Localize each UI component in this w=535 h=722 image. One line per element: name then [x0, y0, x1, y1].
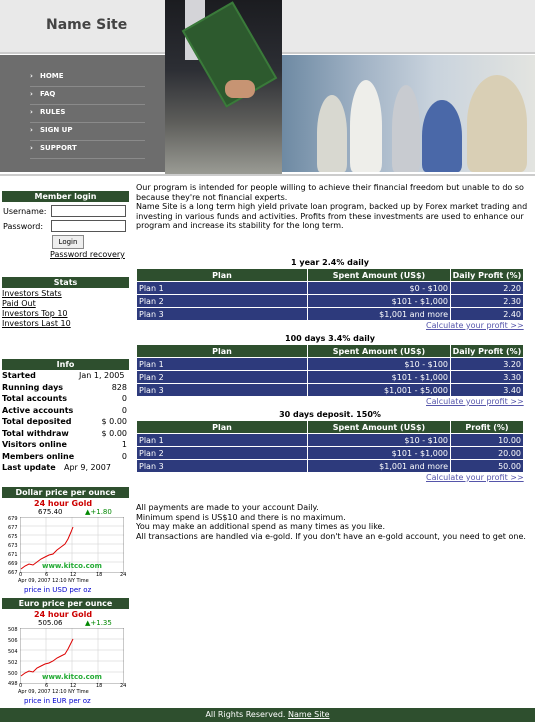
chevron-right-icon: › — [30, 108, 33, 116]
info-label: Visitors online — [2, 440, 67, 449]
nav-label: FAQ — [40, 90, 56, 98]
member-login-box — [2, 191, 129, 259]
divider — [0, 174, 535, 176]
amount-cell: $10 - $100 — [308, 358, 451, 371]
y-tick: 506 — [8, 638, 18, 644]
header-strip — [282, 0, 535, 54]
plan-cell: Plan 1 — [137, 434, 308, 447]
investors-stats-link[interactable]: Investors Stats — [2, 289, 62, 298]
y-tick: 667 — [8, 570, 18, 576]
investors-top10-link[interactable]: Investors Top 10 — [2, 309, 68, 318]
plan-cell: Plan 2 — [137, 295, 308, 308]
x-tick: 0 — [19, 683, 23, 689]
plan-title: 100 days 3.4% daily — [285, 334, 375, 343]
column-header: Spent Amount (US$) — [308, 269, 451, 282]
profit-cell: 20.00 — [451, 447, 524, 460]
chart-caption: price in USD per oz — [24, 586, 92, 594]
box-title: Member login — [2, 191, 129, 202]
password-row — [2, 219, 129, 234]
dollar-price-box — [2, 487, 129, 596]
box-title: Info — [2, 359, 129, 370]
username-row — [2, 204, 129, 219]
info-row — [2, 394, 129, 406]
info-label: Total withdraw — [2, 428, 69, 438]
y-tick: 504 — [8, 649, 18, 655]
x-tick: 18 — [96, 683, 103, 689]
plan-cell: Plan 2 — [137, 447, 308, 460]
amount-cell: $101 - $1,000 — [308, 295, 451, 308]
kitco-logo: www.kitco.com — [42, 562, 102, 570]
photo-person — [392, 85, 420, 172]
plan-table — [136, 420, 524, 473]
x-tick: 6 — [45, 683, 49, 689]
profit-cell: 2.40 — [451, 308, 524, 321]
amount-cell: $1,001 and more — [308, 308, 451, 321]
up-arrow-icon: ▲ — [85, 619, 91, 627]
box-title: Euro price per ounce — [2, 598, 129, 609]
chart-price: 505.06 — [38, 619, 63, 627]
nav-support[interactable] — [30, 144, 145, 159]
chart-change-value: +1.80 — [90, 508, 112, 516]
note-line: You may make an additional spend as many times as you like. — [136, 522, 386, 531]
password-label: Password: — [3, 222, 44, 231]
column-header: Profit (%) — [451, 421, 524, 434]
businessman-photo — [165, 0, 282, 174]
paid-out-link[interactable]: Paid Out — [2, 299, 36, 308]
chevron-right-icon: › — [30, 90, 33, 98]
table-row — [137, 295, 524, 308]
info-label: Last update — [2, 463, 56, 472]
profit-cell: 3.40 — [451, 384, 524, 397]
chart-price: 675.40 — [38, 508, 63, 516]
calculate-profit-link[interactable]: Calculate your profit >> — [426, 397, 524, 406]
plan-table — [136, 344, 524, 397]
info-label: Members online — [2, 451, 75, 461]
nav-faq[interactable] — [30, 90, 145, 105]
profit-cell: 2.20 — [451, 282, 524, 295]
x-tick: 12 — [70, 572, 77, 578]
profit-cell: 3.30 — [451, 371, 524, 384]
info-row — [2, 463, 129, 475]
chevron-right-icon: › — [30, 144, 33, 152]
chart-change — [85, 508, 112, 516]
column-header: Spent Amount (US$) — [308, 421, 451, 434]
info-row — [2, 383, 129, 395]
login-button-row — [2, 234, 129, 249]
y-tick: 675 — [8, 534, 18, 540]
plan-cell: Plan 3 — [137, 384, 308, 397]
info-value: 0 — [121, 394, 127, 403]
amount-cell: $0 - $100 — [308, 282, 451, 295]
profit-cell: 3.20 — [451, 358, 524, 371]
note-line: All payments are made to your account Daily. — [136, 503, 319, 512]
intro-text — [136, 183, 528, 231]
nav-rules[interactable] — [30, 108, 145, 123]
info-box — [2, 359, 129, 475]
plan-title: 30 days deposit. 150% — [279, 410, 381, 419]
username-label: Username: — [3, 207, 47, 216]
profit-cell: 10.00 — [451, 434, 524, 447]
info-value: Apr 9, 2007 — [64, 463, 111, 472]
chevron-right-icon: › — [30, 72, 33, 80]
up-arrow-icon: ▲ — [85, 508, 91, 516]
column-header: Plan — [137, 345, 308, 358]
plan-cell: Plan 1 — [137, 282, 308, 295]
photo-hand — [225, 80, 255, 98]
y-tick: 679 — [8, 516, 18, 522]
table-header-row — [137, 345, 524, 358]
table-row — [137, 447, 524, 460]
site-logo[interactable]: Name Site — [46, 17, 128, 33]
password-input[interactable] — [51, 220, 126, 232]
footer-text: All Rights Reserved. — [205, 710, 286, 719]
y-tick: 508 — [8, 627, 18, 633]
box-title: Dollar price per ounce — [2, 487, 129, 498]
intro-paragraph: Our program is intended for people willing to achieve their financial freedom but unable to do so because they're not financial experts. — [136, 183, 524, 202]
footer-site-link[interactable]: Name Site — [288, 710, 330, 719]
plan-title: 1 year 2.4% daily — [291, 258, 369, 267]
info-value: 0 — [121, 451, 127, 461]
kitco-logo: www.kitco.com — [42, 673, 102, 681]
info-value: 1 — [121, 440, 127, 449]
calculate-profit-link[interactable]: Calculate your profit >> — [426, 321, 524, 330]
nav-label: SUPPORT — [40, 144, 77, 152]
nav-signup[interactable] — [30, 126, 145, 141]
y-tick: 669 — [8, 561, 18, 567]
info-label: Started — [2, 371, 36, 380]
photo-person — [467, 75, 527, 172]
info-row — [2, 440, 129, 452]
info-row — [2, 417, 129, 429]
stats-box — [2, 277, 129, 328]
info-label: Total accounts — [2, 394, 67, 403]
box-title: Stats — [2, 277, 129, 288]
y-tick: 500 — [8, 671, 18, 677]
y-tick: 673 — [8, 543, 18, 549]
info-value: $ 0.00 — [101, 417, 127, 426]
x-tick: 6 — [45, 572, 49, 578]
x-tick: 24 — [120, 572, 127, 578]
info-value: Jan 1, 2005 — [79, 371, 125, 380]
photo-person — [350, 80, 382, 172]
x-tick: 12 — [70, 683, 77, 689]
logo-area — [0, 0, 165, 54]
footer — [0, 708, 535, 722]
x-tick: 24 — [120, 683, 127, 689]
chevron-right-icon: › — [30, 126, 33, 134]
y-tick: 677 — [8, 525, 18, 531]
amount-cell: $10 - $100 — [308, 434, 451, 447]
euro-price-box — [2, 598, 129, 707]
nav-label: SIGN UP — [40, 126, 73, 134]
info-row — [2, 452, 129, 464]
table-row — [137, 384, 524, 397]
payment-notes — [136, 503, 528, 541]
main-nav — [0, 55, 165, 172]
column-header: Spent Amount (US$) — [308, 345, 451, 358]
euro-gold-chart — [2, 609, 129, 707]
nav-home[interactable] — [30, 72, 145, 87]
y-tick: 498 — [8, 681, 18, 687]
info-value: $ 0.00 — [101, 428, 127, 438]
info-value: 828 — [111, 382, 127, 392]
chart-date: Apr 09, 2007 12:10 NY Time — [18, 578, 89, 584]
info-label: Running days — [2, 382, 64, 392]
chart-heading: 24 hour Gold — [34, 499, 93, 508]
plan-cell: Plan 3 — [137, 308, 308, 321]
column-header: Plan — [137, 269, 308, 282]
calculate-profit-link[interactable]: Calculate your profit >> — [426, 473, 524, 482]
dollar-gold-chart — [2, 498, 129, 596]
chart-heading: 24 hour Gold — [34, 610, 93, 619]
chart-date: Apr 09, 2007 12:10 NY Time — [18, 689, 89, 695]
info-row — [2, 371, 129, 383]
nav-label: RULES — [40, 108, 66, 116]
plan-cell: Plan 3 — [137, 460, 308, 473]
amount-cell: $101 - $1,000 — [308, 447, 451, 460]
y-tick: 502 — [8, 660, 18, 666]
profit-cell: 2.30 — [451, 295, 524, 308]
chart-change — [85, 619, 112, 627]
x-tick: 18 — [96, 572, 103, 578]
photo-person — [422, 100, 462, 172]
info-value: 0 — [121, 405, 127, 415]
team-photo — [282, 55, 535, 172]
info-row — [2, 406, 129, 418]
table-row — [137, 308, 524, 321]
y-tick: 671 — [8, 552, 18, 558]
column-header: Plan — [137, 421, 308, 434]
photo-person — [317, 95, 347, 172]
password-recovery-link[interactable]: Password recovery — [50, 250, 125, 259]
plan-cell: Plan 1 — [137, 358, 308, 371]
x-tick: 0 — [19, 572, 23, 578]
username-input[interactable] — [51, 205, 126, 217]
table-row — [137, 434, 524, 447]
note-line: All transactions are handled via e-gold. If you don't have an e-gold account, you need to get one. — [136, 531, 526, 541]
table-row — [137, 371, 524, 384]
table-header-row — [137, 269, 524, 282]
info-label: Active accounts — [2, 405, 74, 415]
chart-change-value: +1.35 — [90, 619, 112, 627]
login-button[interactable]: Login — [52, 235, 84, 249]
amount-cell: $1,001 - $5,000 — [308, 384, 451, 397]
chart-caption: price in EUR per oz — [24, 697, 91, 705]
table-row — [137, 358, 524, 371]
plan-table — [136, 268, 524, 321]
table-row — [137, 460, 524, 473]
note-line: Minimum spend is US$10 and there is no maximum. — [136, 512, 346, 522]
amount-cell: $101 - $1,000 — [308, 371, 451, 384]
info-label: Total deposited — [2, 417, 72, 426]
column-header: Daily Profit (%) — [451, 345, 524, 358]
amount-cell: $1,001 and more — [308, 460, 451, 473]
column-header: Daily Profit (%) — [451, 269, 524, 282]
table-row — [137, 282, 524, 295]
header — [0, 0, 535, 174]
plan-cell: Plan 2 — [137, 371, 308, 384]
investors-last10-link[interactable]: Investors Last 10 — [2, 319, 71, 328]
intro-paragraph: Name Site is a long term high yield private loan program, backed up by Forex market trading and investing in various funds and activities. Profits from these investments are used to enhance our program and increase its stability for the long term. — [136, 202, 528, 230]
table-header-row — [137, 421, 524, 434]
nav-label: HOME — [40, 72, 64, 80]
info-row — [2, 429, 129, 441]
profit-cell: 50.00 — [451, 460, 524, 473]
